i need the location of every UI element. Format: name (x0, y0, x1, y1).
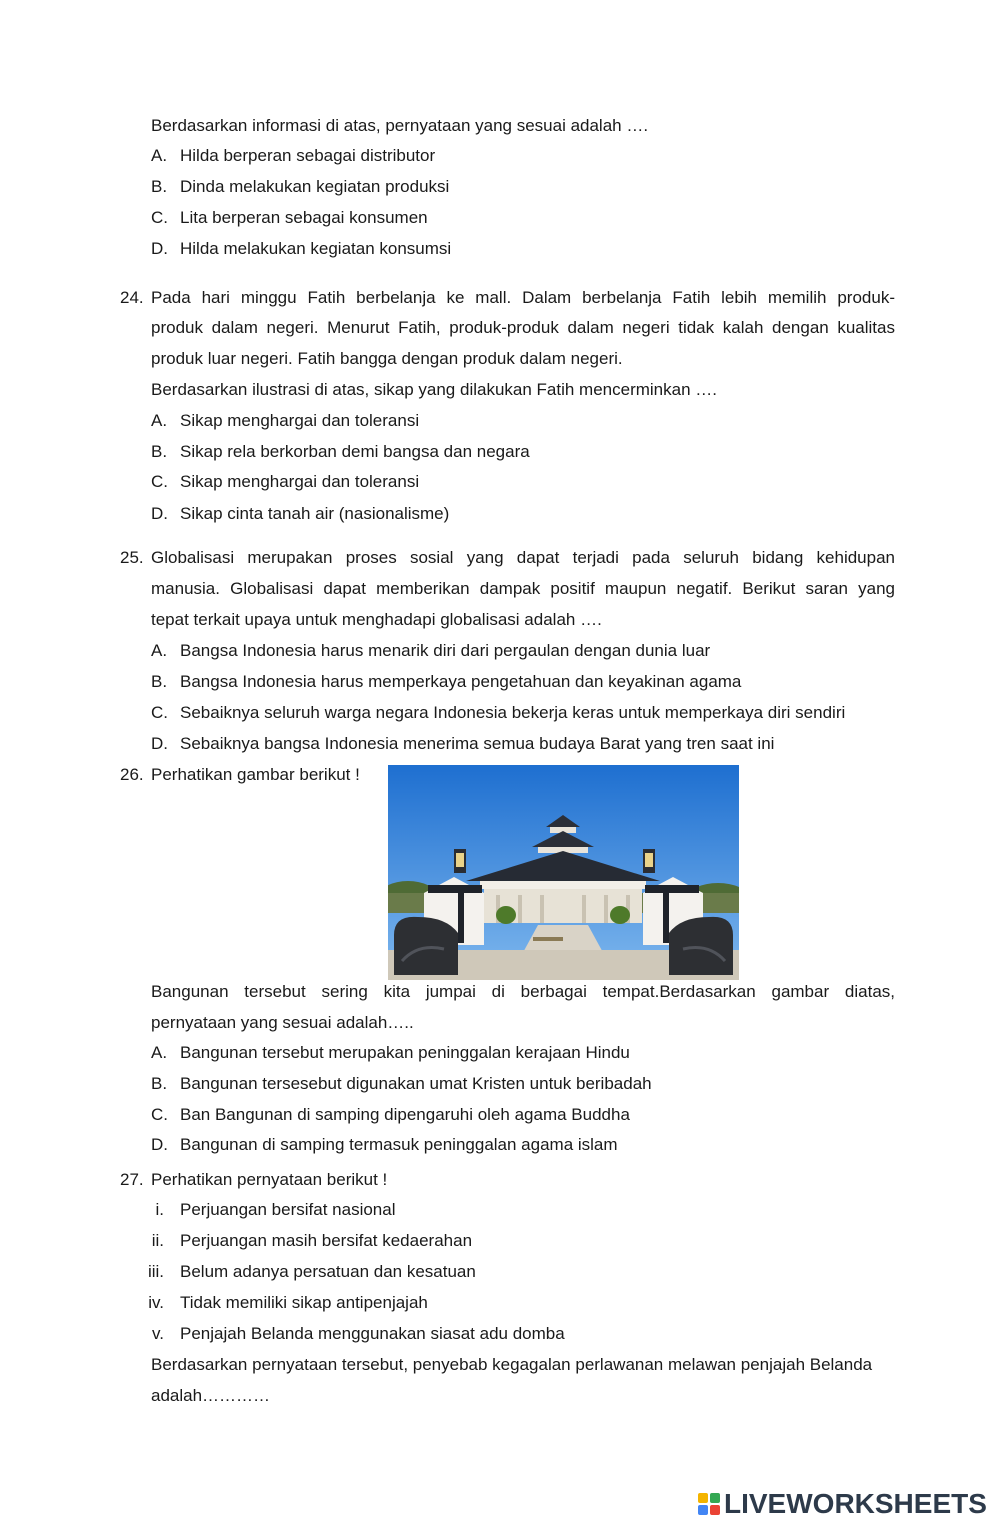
statement-text: Tidak memiliki sikap antipenjajah (180, 1293, 428, 1312)
q27-intro: Perhatikan pernyataan berikut ! (151, 1170, 388, 1189)
option-letter: C. (151, 208, 168, 227)
q24-option-d[interactable] (151, 503, 449, 525)
q24-number: 24. (120, 288, 144, 307)
q27-prompt: Berdasarkan pernyataan tersebut, penyebab kegagalan perlawanan melawan penjajah Belanda (151, 1355, 873, 1374)
q25-text-line: manusia. Globalisasi dapat memberikan dampak positif maupun negatif. Berikut saran yang (151, 579, 895, 598)
option-text: Ban Bangunan di samping dipengaruhi oleh agama Buddha (180, 1105, 630, 1124)
option-text: Sikap menghargai dan toleransi (180, 472, 420, 491)
option-text: Hilda berperan sebagai distributor (180, 146, 436, 165)
logo-block (710, 1493, 720, 1503)
q26-intro: Perhatikan gambar berikut ! (151, 765, 360, 784)
q27-statement (130, 1230, 473, 1252)
q24-option-a[interactable] (151, 410, 419, 432)
option-letter: A. (151, 641, 168, 660)
q26-text-line: Bangunan tersebut sering kita jumpai di berbagai tempat.Berdasarkan gambar diatas, (151, 982, 895, 1001)
option-text: Bangsa Indonesia harus menarik diri dari pergaulan dengan dunia luar (180, 641, 711, 660)
q24-option-b[interactable] (151, 441, 530, 463)
q25-prompt: tepat terkait upaya untuk menghadapi globalisasi adalah …. (151, 610, 602, 629)
q24-prompt: Berdasarkan ilustrasi di atas, sikap yang dilakukan Fatih mencerminkan …. (151, 380, 717, 399)
logo-block (710, 1505, 720, 1515)
option-text: Sikap cinta tanah air (nasionalisme) (180, 504, 450, 523)
q25-text-line: Globalisasi merupakan proses sosial yang dapat terjadi pada seluruh bidang kehidupan (151, 548, 895, 567)
q27-prompt-blank: adalah………… (151, 1386, 271, 1405)
q26-option-b[interactable] (151, 1073, 652, 1095)
q26-option-d[interactable] (151, 1134, 618, 1156)
roman-numeral: iii. (147, 1262, 164, 1281)
option-letter: B. (151, 672, 168, 691)
q27-number: 27. (120, 1170, 144, 1189)
q25-option-d[interactable] (151, 733, 774, 755)
option-letter: C. (151, 703, 168, 722)
option-text: Sikap menghargai dan toleransi (180, 411, 420, 430)
option-text: Bangunan di samping termasuk peninggalan agama islam (180, 1135, 618, 1154)
option-letter: B. (151, 442, 168, 461)
q27-statement (130, 1323, 565, 1345)
statement-text: Belum adanya persatuan dan kesatuan (180, 1262, 476, 1281)
logo-text: LIVEWORKSHEETS (724, 1488, 987, 1519)
option-text: Hilda melakukan kegiatan konsumsi (180, 239, 452, 258)
q24-text-line: produk luar negeri. Fatih bangga dengan produk dalam negeri. (151, 349, 623, 368)
roman-numeral: ii. (151, 1231, 164, 1250)
q24-text-line: produk dalam negeri. Menurut Fatih, produk-produk dalam negeri tidak kalah dengan kualitas (151, 318, 895, 337)
option-text: Bangsa Indonesia harus memperkaya pengetahuan dan keyakinan agama (180, 672, 742, 691)
q23-option-d[interactable] (151, 238, 451, 260)
q25-option-a[interactable] (151, 640, 710, 662)
q25-option-b[interactable] (151, 671, 741, 693)
option-letter: A. (151, 1043, 168, 1062)
option-letter: C. (151, 1105, 168, 1124)
q26-number: 26. (120, 765, 144, 784)
option-letter: A. (151, 146, 168, 165)
q23-option-c[interactable] (151, 207, 428, 229)
statement-text: Perjuangan masih bersifat kedaerahan (180, 1231, 473, 1250)
q25-number: 25. (120, 548, 144, 567)
q23-option-a[interactable] (151, 145, 435, 167)
option-text: Bangunan tersesebut digunakan umat Kristen untuk beribadah (180, 1074, 652, 1093)
mosque-photo (388, 765, 739, 980)
statement-text: Perjuangan bersifat nasional (180, 1200, 396, 1219)
q26-option-c[interactable] (151, 1104, 630, 1126)
q26-option-a[interactable] (151, 1042, 630, 1064)
logo-block (698, 1505, 708, 1515)
option-text: Sebaiknya seluruh warga negara Indonesia bekerja keras untuk memperkaya diri sendiri (180, 703, 846, 722)
option-letter: D. (151, 1135, 168, 1154)
option-letter: A. (151, 411, 168, 430)
option-text: Lita berperan sebagai konsumen (180, 208, 428, 227)
option-letter: B. (151, 177, 168, 196)
q27-statement (130, 1292, 428, 1314)
roman-numeral: v. (152, 1324, 164, 1343)
option-letter: D. (151, 504, 168, 523)
q27-statement (130, 1261, 476, 1283)
q25-option-c[interactable] (151, 702, 845, 724)
option-letter: C. (151, 472, 168, 491)
option-letter: D. (151, 239, 168, 258)
q24-text-line: Pada hari minggu Fatih berbelanja ke mall. Dalam berbelanja Fatih lebih memilih produk- (151, 288, 895, 307)
logo-blocks-icon (698, 1493, 720, 1515)
option-text: Sebaiknya bangsa Indonesia menerima semua budaya Barat yang tren saat ini (180, 734, 775, 753)
option-text: Bangunan tersebut merupakan peninggalan kerajaan Hindu (180, 1043, 630, 1062)
option-text: Sikap rela berkorban demi bangsa dan negara (180, 442, 530, 461)
statement-text: Penjajah Belanda menggunakan siasat adu domba (180, 1324, 565, 1343)
option-letter: B. (151, 1074, 168, 1093)
q26-prompt: pernyataan yang sesuai adalah….. (151, 1013, 414, 1032)
liveworksheets-logo[interactable] (698, 1488, 987, 1520)
roman-numeral: iv. (148, 1293, 164, 1312)
logo-block (698, 1493, 708, 1503)
roman-numeral: i. (155, 1200, 164, 1219)
q23-option-b[interactable] (151, 176, 449, 198)
option-letter: D. (151, 734, 168, 753)
option-text: Dinda melakukan kegiatan produksi (180, 177, 450, 196)
q23-stem: Berdasarkan informasi di atas, pernyataan yang sesuai adalah …. (151, 116, 649, 135)
q27-statement (130, 1199, 396, 1221)
q24-option-c[interactable] (151, 471, 419, 493)
